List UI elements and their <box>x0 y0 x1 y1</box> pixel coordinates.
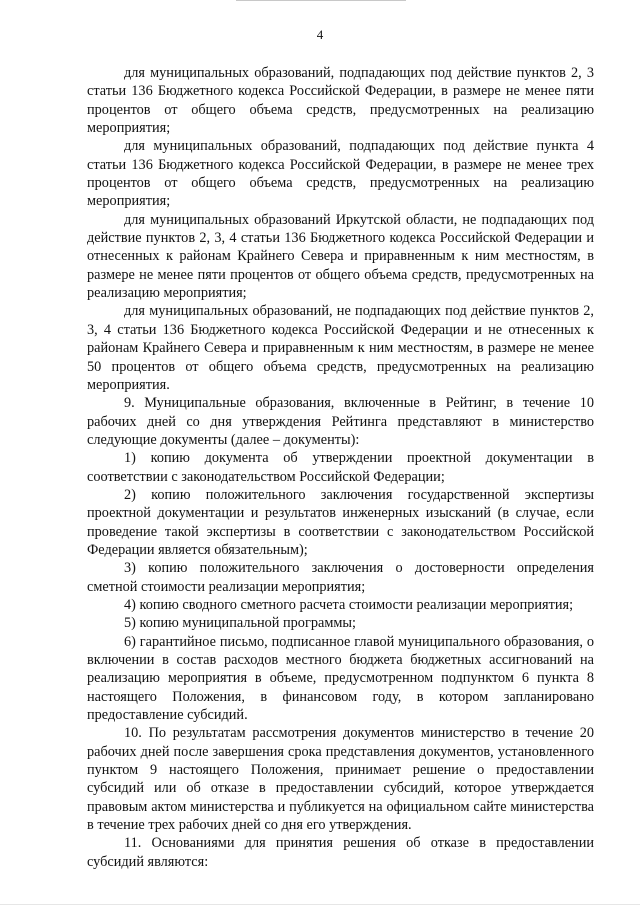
scan-edge-line <box>236 0 406 1</box>
paragraph: для муниципальных образований, подпадающих под действие пунктов 2, 3 статьи 136 Бюджетного кодекса Российской Федерации, в размере не менее пяти процентов от общего объема средств, предусмотренных на реализацию мероприятия; <box>87 65 594 137</box>
paragraph: 1) копию документа об утверждении проектной документации в соответствии с законодательством Российской Федерации; <box>87 450 594 485</box>
paragraph: 2) копию положительного заключения государственной экспертизы проектной документации и результатов инженерных изысканий (в случае, если проведение такой экспертизы в соответствии с законодательством Российской Федерации является обязательным); <box>87 486 594 558</box>
paragraph: 9. Муниципальные образования, включенные в Рейтинг, в течение 10 рабочих дней со дня утверждения Рейтинга представляют в министерство следующие документы (далее – документы): <box>87 395 594 448</box>
paragraph: 6) гарантийное письмо, подписанное главой муниципального образования, о включении в состав расходов местного бюджета бюджетных ассигнований на реализацию мероприятия в объеме, предусмотренном подпунктом 6 пункта 8 настоящего Положения, в финансовом году, в котором запланировано предоставление субсидий. <box>87 633 594 724</box>
paragraph: для муниципальных образований Иркутской области, не подпадающих под действие пунктов 2, 3, 4 статьи 136 Бюджетного кодекса Российской Федерации и отнесенных к районам Крайнего Севера и приравненным к ним местностям, в размере не менее пяти процентов от общего объема средств, предусмотренных на реализацию мероприятия; <box>87 211 594 302</box>
paragraph: 5) копию муниципальной программы; <box>124 615 356 632</box>
document-body <box>87 64 594 871</box>
paragraph: 11. Основаниями для принятия решения об отказе в предоставлении субсидий являются: <box>87 835 594 870</box>
paragraph: 4) копию сводного сметного расчета стоимости реализации мероприятия; <box>124 596 574 613</box>
page-number: 4 <box>316 27 324 42</box>
paragraph: 10. По результатам рассмотрения документов министерство в течение 20 рабочих дней после завершения срока представления документов, установленного пунктом 9 настоящего Положения, принимает решение о предоставлении субсидий или об отказе в предоставлении субсидий, которое утверждается правовым актом министерства и публикуется на официальном сайте министерства в течение трех рабочих дней со дня его утверждения. <box>87 725 594 834</box>
paragraph: 3) копию положительного заключения о достоверности определения сметной стоимости реализации мероприятия; <box>87 560 594 595</box>
paragraph: для муниципальных образований, не подпадающих под действие пунктов 2, 3, 4 статьи 136 Бюджетного кодекса Российской Федерации и не отнесенных к районам Крайнего Севера и приравненным к ним местностям, в размере не менее 50 процентов от общего объема средств, предусмотренных на реализацию мероприятия. <box>87 303 594 393</box>
paragraph: для муниципальных образований, подпадающих под действие пункта 4 статьи 136 Бюджетного кодекса Российской Федерации, в размере не менее трех процентов от общего объема средств, предусмотренных на реализацию мероприятия; <box>87 138 594 210</box>
